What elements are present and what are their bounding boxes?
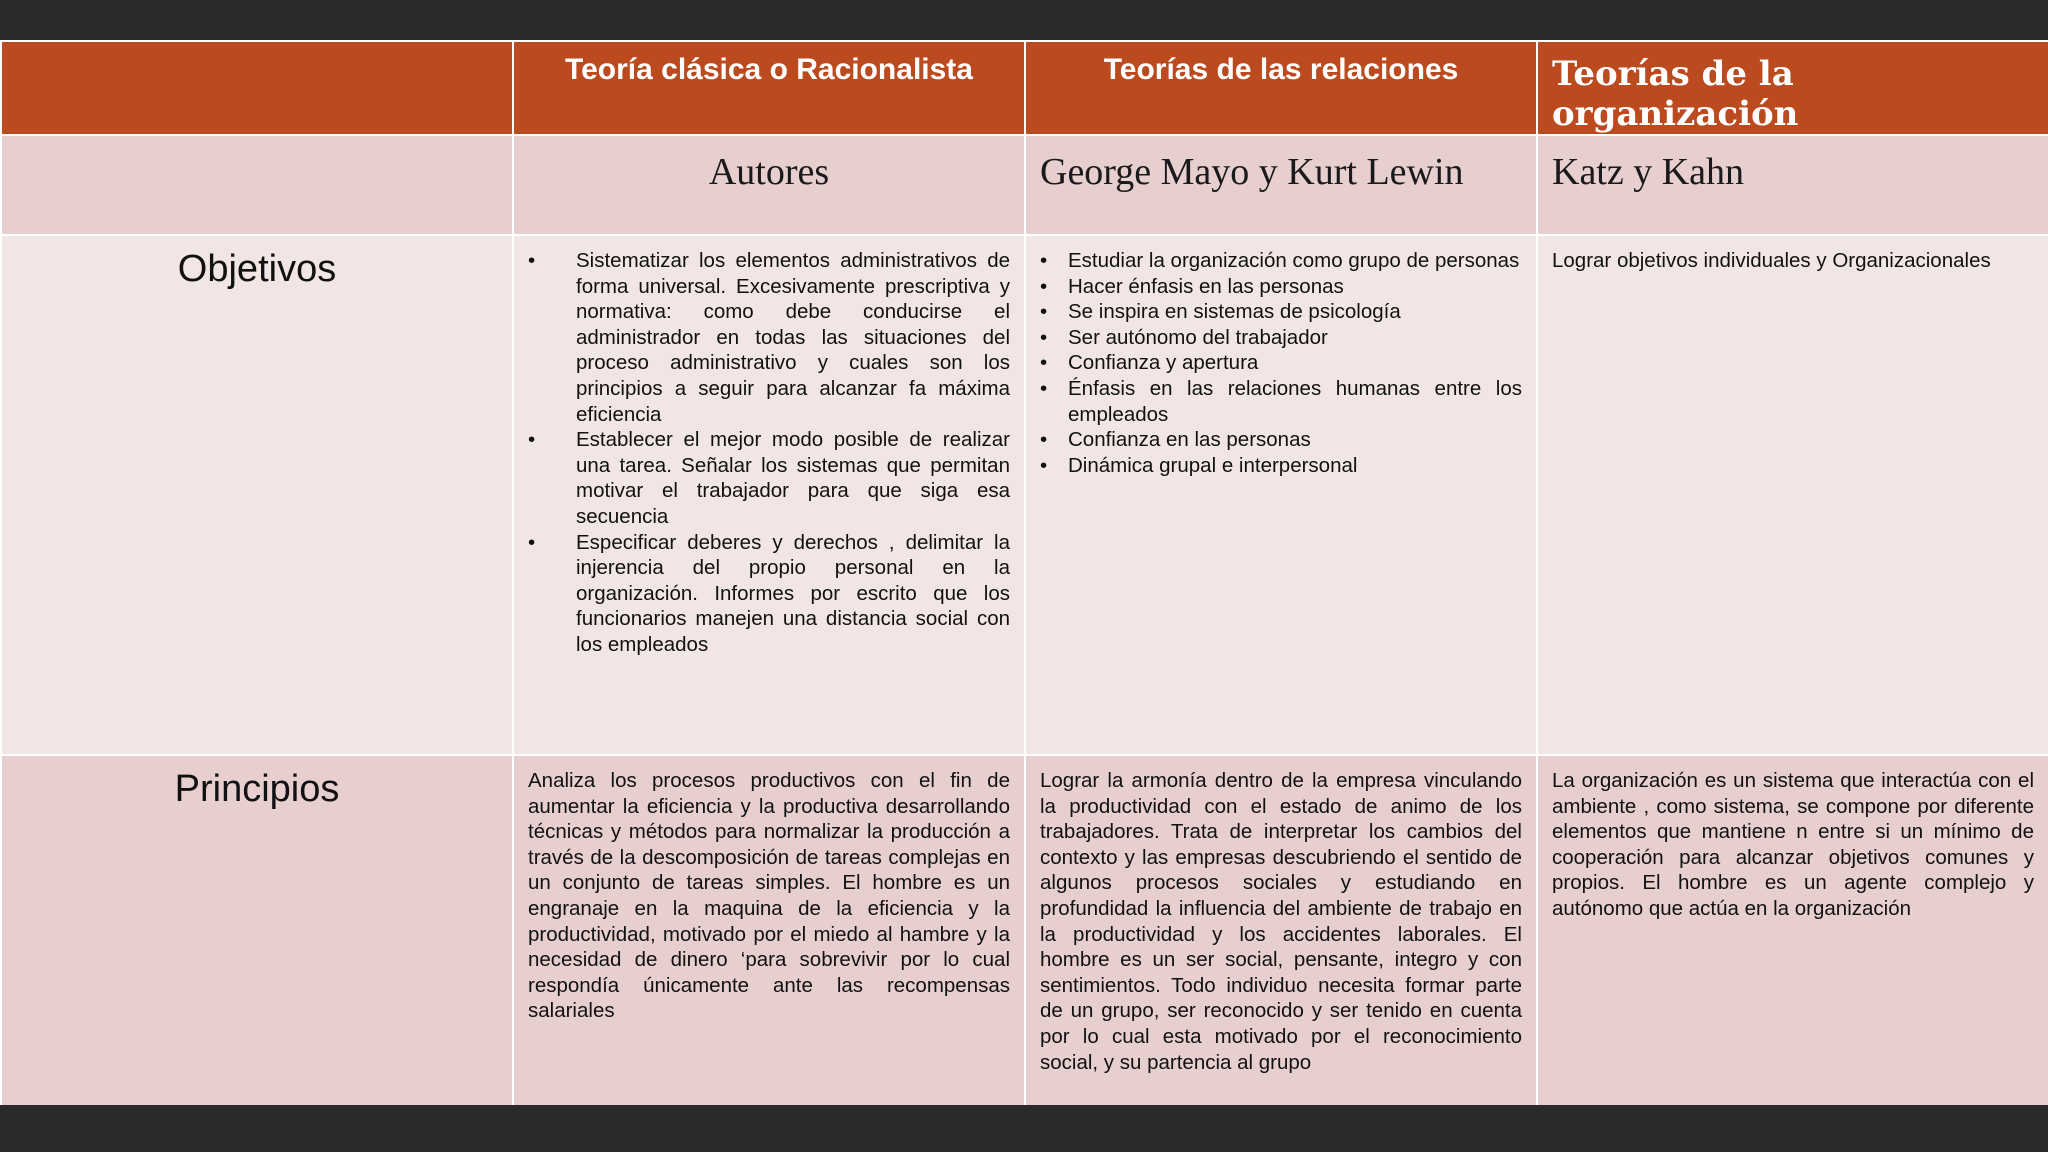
autores-organizacion-cell: [1537, 135, 2048, 235]
header-clasica: [513, 41, 1025, 135]
objetivos-label: Objetivos: [177, 248, 337, 290]
principios-relaciones: Lograr la armonía dentro de la empresa vinculando la productividad con el estado de animo de los trabajadores. Trata de interpretar los cambios del contexto y las empresas descubriendo el sentido de algunos procesos sociales y estudiando en profundidad la influencia del ambiente de trabajo en la productividad y los accidentes laborales. El hombre es un ser social, pensante, integro y con sentimientos. Todo individuo necesita formar parte de un grupo, ser reconocido y ser tenido en cuenta por lo cual esta motivado por el reconocimiento social, y su partencia al grupo: [1040, 769, 1522, 1074]
list-item: • Confianza en las personas: [1040, 427, 1522, 453]
header-organizacion: [1537, 41, 2048, 135]
list-item: • Especificar deberes y derechos , delimitar la injerencia del propio personal en la organización. Informes por escrito que los funcionarios manejen una distancia social con los empleados: [528, 530, 1010, 658]
bottom-frame-band: [0, 1105, 2048, 1152]
header-empty-cell: [1, 41, 513, 135]
list-item: • Estudiar la organización como grupo de personas: [1040, 248, 1522, 274]
header-row: [1, 41, 2048, 135]
principios-relaciones-cell: [1025, 755, 1537, 1127]
objetivos-relaciones-cell: [1025, 235, 1537, 755]
header-relaciones-text: Teorías de las relaciones: [1103, 53, 1459, 86]
autores-label-cell: [513, 135, 1025, 235]
list-item: • Establecer el mejor modo posible de realizar una tarea. Señalar los sistemas que permitan motivar el trabajador para que siga esa secuencia: [528, 427, 1010, 529]
autores-relaciones: George Mayo y Kurt Lewin: [1040, 151, 1464, 193]
principios-label: Principios: [174, 768, 340, 810]
objetivos-organizacion-cell: [1537, 235, 2048, 755]
objetivos-clasica-list: [528, 248, 1010, 658]
list-item: • Dinámica grupal e interpersonal: [1040, 453, 1522, 479]
principios-organizacion: La organización es un sistema que interactúa con el ambiente , como sistema, se compone por diferente elementos que mantiene n entre si un mínimo de cooperación para alcanzar objetivos comunes y propios. El hombre es un agente complejo y autónomo que actúa en la organización: [1552, 769, 2034, 920]
principios-clasica-cell: [513, 755, 1025, 1127]
autores-row: [1, 135, 2048, 235]
principios-label-cell: [1, 755, 513, 1127]
list-item: • Hacer énfasis en las personas: [1040, 274, 1522, 300]
autores-empty-cell: [1, 135, 513, 235]
objetivos-row: [1, 235, 2048, 755]
autores-label: Autores: [708, 151, 830, 193]
principios-row: [1, 755, 2048, 1127]
autores-organizacion: Katz y Kahn: [1552, 151, 1745, 193]
comparison-table: [0, 40, 2048, 1128]
objetivos-relaciones-list: [1040, 248, 1522, 478]
list-item: • Énfasis en las relaciones humanas entre los empleados: [1040, 376, 1522, 427]
principios-clasica: Analiza los procesos productivos con el fin de aumentar la eficiencia y la productiva desarrollando técnicas y métodos para normalizar la producción a través de la descomposición de tareas complejas en un conjunto de tareas simples. El hombre es un engranaje en la maquina de la eficiencia y la productividad, motivado por el miedo al hambre y la necesidad de dinero ‘para sobrevivir por lo cual respondía únicamente ante las recompensas salariales: [528, 769, 1010, 1023]
principios-organizacion-cell: [1537, 755, 2048, 1127]
objetivos-clasica-cell: [513, 235, 1025, 755]
top-frame-band: [0, 0, 2048, 40]
objetivos-label-cell: [1, 235, 513, 755]
list-item: • Ser autónomo del trabajador: [1040, 325, 1522, 351]
objetivos-organizacion: Lograr objetivos individuales y Organizacionales: [1552, 249, 1991, 272]
list-item: • Se inspira en sistemas de psicología: [1040, 299, 1522, 325]
autores-relaciones-cell: [1025, 135, 1537, 235]
list-item: • Sistematizar los elementos administrativos de forma universal. Excesivamente prescriptiva y normativa: como debe conducirse el administrador en todas las situaciones del proceso administrativo y cuales son los principios a seguir para alcanzar fa máxima eficiencia: [528, 248, 1010, 427]
header-organizacion-text: Teorías de la organización: [1552, 54, 1799, 134]
header-relaciones: [1025, 41, 1537, 135]
list-item: • Confianza y apertura: [1040, 350, 1522, 376]
header-clasica-text: Teoría clásica o Racionalista: [565, 53, 973, 86]
